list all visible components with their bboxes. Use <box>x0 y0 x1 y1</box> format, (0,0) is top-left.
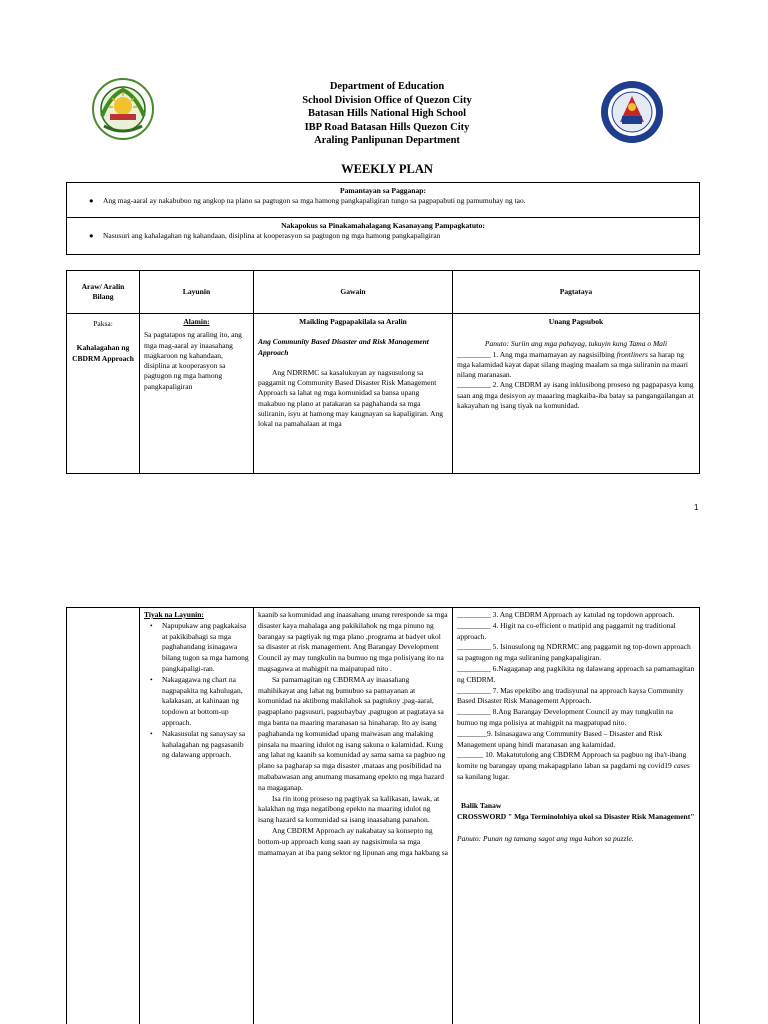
page-number: 1 <box>694 503 699 512</box>
header-line: Batasan Hills National High School <box>307 108 467 120</box>
layunin-text: Sa pagtatapos ng araling ito, ang mga mag-aaral ay inaasahang magkaroon ng kahandaan, disiplina at kooperasyon sa pagtugon ng mga hamong pangkapaligiran <box>144 330 242 391</box>
standard-title: Pamantayan sa Pagganap: <box>339 186 427 195</box>
page-2 <box>66 607 700 1024</box>
question-emph: cases <box>673 761 690 771</box>
paksa-label: Paksa: <box>93 319 113 328</box>
performance-standard-cell <box>67 183 700 218</box>
gawain-cell <box>254 608 453 1024</box>
gawain-text: Ang NDRRMC sa kasalukuyan ay nagsusulong sa paggamit ng Community Based Disaster Risk Management Approach sa lahat ng mga komunidad sa bansa upang makabuo ng plano at patakaran sa paghahanda sa mga suliranin, isyu at hamong may kaugnayan sa kapaligiran. Ang lokal na pamahalaan at mga <box>258 367 443 429</box>
panuto-crossword: Panuto: Punan ng tamang sagot ang mga kahon sa puzzle. <box>457 834 634 844</box>
competency-title: Nakapokus sa Pinakamahalagang Kasanayang Pampagkatuto: <box>281 221 485 230</box>
school-header <box>200 80 574 148</box>
crossword-title: CROSSWORD " Mga Terminolohiya ukol sa Disaster Risk Management" <box>457 811 695 821</box>
question-9: ________9. Isinasagawa ang Community Based – Disaster and Risk Management upang hindi maranasan ang kalamidad. <box>457 728 663 749</box>
question-text: sa kanilang lugar. <box>457 771 510 781</box>
col-header-gawain: Gawain <box>254 271 453 314</box>
question-5: _________ 5. Isinusulong ng NDRRMC ang paggamit ng top-down approach sa pagtugon ng mga suliraning pangkapaligiran. <box>457 642 691 663</box>
question-10 <box>457 750 695 782</box>
list-item: • Napupukaw ang pagkakaisa at pakikibahagi sa mga paghahandang isinagawa bilang tugon sa mga hamong pangkapaligi-ran. <box>162 621 249 675</box>
tiyak-list <box>144 621 249 761</box>
document-title: WEEKLY PLAN <box>341 162 433 176</box>
gawain-cell <box>254 314 453 474</box>
tiyak-title <box>144 610 249 621</box>
pagtataya-cell <box>453 314 700 474</box>
list-item: • Nakagagawa ng chart na nagpapakita ng kahulugan, kalakasan, at kahinaan ng topdown at bottom-up approach. <box>162 675 249 729</box>
competency-text: Nasusuri ang kahalagahan ng kahandaan, disiplina at kooperasyon sa pagtugon ng mga hamong pangkapaligiran <box>103 231 441 240</box>
question-emph: frontliners <box>616 349 648 359</box>
table-row <box>67 314 700 474</box>
gawain-paragraph: Sa pamamagitan ng CBDRMA ay inaasahang mahihikayat ang lahat ng bumubuo sa pamayanan at komunidad na aktibong makilahok sa pagtukoy ,pag-aaral, pagpaplano pagsusuri, pagsubaybay ,pagtugon at pagtataya sa mga banta na maaring maranasan sa hinaharap. Ito ay isang paghahanda ng komunidad upang maiwasan ang malaking pinsala na maaring idulot ng isang sakuna o kalamidad. Kung ang lahat ng kaanib sa komunidad ay sama sama sa pagbuo ng plano sa pagharap sa mga disaster ,mataas ang posibilidad na mababawasan ang anumang masamang epekto ng mga hazard na magaganap. <box>258 674 446 792</box>
gawain-paragraph: Isa rin itong proseso ng pagtiyak sa kalikasan, lawak, at kalakhan ng mga negatibong epekto na maaring idulot ng isang hazard sa komunidad sa isang inaasahang panahon. <box>258 793 440 825</box>
question-7: _________ 7. Mas epektibo ang tradisyunal na approach kaysa Community Based Disaster Risk Management Approach. <box>457 685 684 706</box>
header-line: Araling Panlipunan Department <box>314 135 460 147</box>
question-text: _________ 1. Ang mga mamamayan ay nagsisilbing <box>457 349 617 359</box>
weekly-plan-table-continued <box>66 607 700 1024</box>
araw-cell <box>67 608 140 1024</box>
weekly-plan-table <box>66 270 700 474</box>
araw-cell <box>67 314 140 474</box>
topic-label: Kahalagahan ng CBDRM Approach <box>72 343 134 363</box>
question-text: _______ 10. Makatutulong ang CBDRM Approach sa pagbuo ng iba't-ibang komite ng barangay upang makapagplano laban sa pagdami ng covid19 <box>457 750 687 771</box>
question-4: _________ 4. Higit na co-efficient o matipid ang paggamit ng traditional approach. <box>457 620 676 641</box>
table-row <box>67 608 700 1024</box>
pagtataya-title: Unang Pagsubok <box>548 317 604 326</box>
deped-seal-logo <box>600 80 664 144</box>
question-2: _________ 2. Ang CBDRM ay isang inklusibong proseso ng pagpapasya kung saan ang mga desisyon ay maaaring magkaiba-iba batay sa pangangailangan at kakayahan ng isang tiyak na komunidad. <box>457 380 694 411</box>
standards-table <box>66 182 700 255</box>
col-header-layunin: Layunin <box>140 271 254 314</box>
pagtataya-cell <box>453 608 700 1024</box>
question-8: _________ 8.Ang Barangay Development Council ay may tungkulin na bumuo ng mga polisiya at mahigpit na magpatupad nito. <box>457 707 674 727</box>
question-6: _________ 6.Nagaganap ang pagkikita ng dalawang approach sa pamamagitan ng CBDRM. <box>457 663 695 684</box>
col-header-araw: Araw/ Aralin Bilang <box>67 271 140 314</box>
tiyak-title-text: Tiyak na Layunin: <box>144 610 204 619</box>
question-1 <box>457 350 695 381</box>
gawain-title: Maikling Pagpapakilala sa Aralin <box>299 317 407 326</box>
school-seal-logo <box>90 76 156 142</box>
list-item: • Nakasusulat ng sanaysay sa kahalagahan ng pagsasanib ng dalawang approach. <box>162 729 249 761</box>
header-line: Department of Education <box>329 81 445 92</box>
header-line: IBP Road Batasan Hills Quezon City <box>304 121 470 133</box>
col-header-pagtataya: Pagtataya <box>453 271 700 314</box>
alamin-label: Alamin: <box>183 317 210 326</box>
standard-item: ● Ang mag-aaral ay nakabubuo ng angkop na plano sa pagtugon sa mga hamong pangkapaligiran tungo sa pagpapabuti ng pamumuhay ng tao. <box>89 196 526 205</box>
question-text: sa harap ng mga kalamidad kayat dapat silang maging maalam sa mga suliranin na maari nilang maranasan. <box>457 349 688 380</box>
balik-tanaw-label: Balik Tanaw <box>461 800 502 810</box>
layunin-cell <box>140 608 254 1024</box>
competency-cell <box>67 218 700 255</box>
panuto-text: Panuto: Suriin ang mga pahayag, tukuyin kung Tama o Mali <box>484 339 668 349</box>
gawain-subtitle: Ang Community Based Disaster and Risk Management Approach <box>258 337 429 357</box>
gawain-paragraph: kaanib sa komunidad ang inaasahang unang reresponde sa mga disaster kaya mahalaga ang pakikilahok ng mga pinuno ng barangay sa pagtiyak ng mga plano ,programa at badyet ukol sa disaster at risk management. Ang Barangay Development Council ay may tungkulin na bumuo ng mga polisiyang ito na magsagawa at mahigpit na maipatupad nito . <box>258 610 448 673</box>
question-3: _________ 3. Ang CBDRM Approach ay katulad ng topdown approach. <box>457 610 675 619</box>
layunin-cell <box>140 314 254 474</box>
competency-item: ● Nasusuri ang kahalagahan ng kahandaan, disiplina at kooperasyon sa pagtugon ng mga hamong pangkapaligiran <box>89 231 441 240</box>
table-header-row <box>67 271 700 314</box>
standard-text: Ang mag-aaral ay nakabubuo ng angkop na plano sa pagtugon sa mga hamong pangkapaligiran tungo sa pagpapabuti ng pamumuhay ng tao. <box>103 196 526 205</box>
gawain-paragraph: Ang CBDRM Approach ay nakabatay sa konsepto ng bottom-up approach kung saan ay nagsisimula sa mga mamamayan at iba pang sektor ng lipunan ang mga hakbang sa <box>258 825 448 857</box>
header-line: School Division Office of Quezon City <box>302 94 472 106</box>
